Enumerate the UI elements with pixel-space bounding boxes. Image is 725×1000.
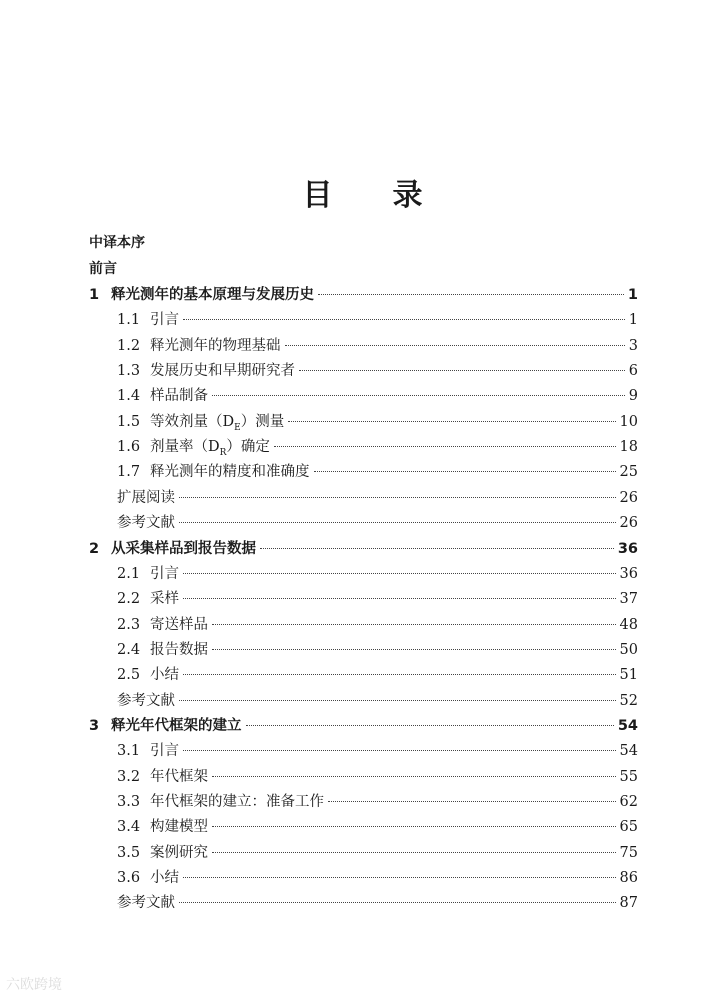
page-number: 9 — [628, 388, 638, 405]
entry-number: 2.5 — [117, 667, 141, 684]
section-entry — [117, 790, 638, 814]
dot-leader — [212, 623, 616, 625]
section-entry — [117, 815, 638, 839]
entry-title: 参考文献 — [117, 515, 175, 532]
title-char-2: 录 — [392, 178, 423, 213]
entry-title: 发展历史和早期研究者 — [150, 363, 295, 380]
dot-leader — [318, 293, 624, 295]
entry-title: 小结 — [150, 667, 179, 684]
toc-entry — [0, 384, 725, 408]
entry-number: 1.5 — [117, 413, 141, 430]
dot-leader — [179, 521, 616, 523]
dot-leader — [212, 648, 616, 650]
section-entry — [117, 866, 638, 890]
entry-title: 年代框架的建立：准备工作 — [150, 794, 324, 810]
chapter-entry — [89, 283, 638, 307]
entry-title: 剂量率$(D_R)$确定 — [150, 439, 270, 458]
section-entry — [117, 663, 638, 687]
dot-leader — [212, 775, 616, 777]
page-number: 1 — [628, 312, 638, 329]
toc-entry — [0, 866, 725, 890]
page-number: 36 — [617, 540, 638, 557]
section-entry — [117, 460, 638, 484]
toc-entry — [0, 537, 725, 561]
page-number: 55 — [619, 768, 638, 785]
page-number: 52 — [619, 692, 638, 709]
toc-entry — [0, 334, 725, 358]
entry-number: 1.7 — [117, 464, 141, 481]
toc-entry — [0, 486, 725, 510]
dot-leader — [179, 496, 616, 498]
entry-number: 1 — [89, 287, 100, 303]
entry-number: 3 — [89, 717, 100, 734]
dot-leader — [246, 724, 614, 726]
entry-number: 1.2 — [117, 337, 141, 354]
entry-number: 1.1 — [117, 312, 141, 329]
toc-entry — [0, 891, 725, 915]
entry-title: 年代框架 — [150, 768, 208, 785]
title-char-1: 目 — [302, 178, 333, 213]
page-number: 75 — [619, 844, 638, 861]
page-number: 10 — [619, 413, 638, 430]
page-number: 26 — [619, 515, 638, 532]
section-entry — [117, 334, 638, 358]
page-number: 3 — [628, 337, 638, 354]
dot-leader — [183, 318, 625, 320]
section-entry — [117, 359, 638, 383]
page-number: 51 — [619, 667, 638, 684]
toc-entry — [0, 663, 725, 687]
section-entry — [117, 765, 638, 789]
entry-title: 样品制备 — [150, 388, 208, 405]
dot-leader — [183, 597, 616, 599]
page-number: 18 — [619, 439, 638, 456]
toc-entry — [0, 308, 725, 332]
entry-number: 2.3 — [117, 616, 141, 633]
page-number: 48 — [619, 616, 638, 633]
entry-title: 引言 — [150, 565, 179, 582]
dot-leader — [328, 800, 616, 802]
entry-title: 扩展阅读 — [117, 489, 175, 506]
entry-title: 采样 — [150, 591, 179, 608]
entry-number: 1.3 — [117, 363, 141, 380]
entry-number: 1.4 — [117, 388, 141, 405]
subsection-entry — [117, 891, 638, 915]
page-number: 1 — [627, 287, 638, 303]
entry-title: 小结 — [150, 870, 179, 887]
toc-entry — [0, 460, 725, 484]
chapter-entry — [89, 714, 638, 738]
dot-leader — [179, 699, 616, 701]
watermark: 六欧跨境 — [6, 977, 62, 993]
page-number: 36 — [619, 565, 638, 582]
entry-title: 释光测年的物理基础 — [150, 337, 281, 354]
section-entry — [117, 587, 638, 611]
toc-entry — [0, 689, 725, 713]
entry-title: 参考文献 — [117, 692, 175, 709]
toc-entry — [0, 739, 725, 763]
section-entry — [117, 841, 638, 865]
page-number: 86 — [619, 870, 638, 887]
toc-entry — [0, 562, 725, 586]
entry-number: 2.4 — [117, 641, 141, 658]
subsection-entry — [117, 689, 638, 713]
page-number: 50 — [619, 641, 638, 658]
dot-leader — [212, 825, 616, 827]
page-number: 37 — [619, 591, 638, 608]
entry-number: 3.6 — [117, 870, 141, 887]
dot-leader — [183, 572, 616, 574]
toc-entry — [0, 714, 725, 738]
dot-leader — [285, 344, 625, 346]
page-number: 87 — [619, 895, 638, 912]
entry-number: 1.6 — [117, 439, 141, 456]
toc-front-matter-item — [0, 231, 725, 255]
toc-entry — [0, 511, 725, 535]
toc-entry — [0, 587, 725, 611]
dot-leader — [179, 901, 616, 903]
toc-entry — [0, 841, 725, 865]
dot-leader — [314, 470, 616, 472]
entry-number: 2 — [89, 540, 100, 557]
dot-leader — [183, 673, 616, 675]
chapter-entry — [89, 537, 638, 561]
section-entry — [117, 613, 638, 637]
dot-leader — [288, 420, 615, 422]
entry-title: 释光年代框架的建立 — [111, 717, 242, 734]
toc-entry — [0, 410, 725, 434]
toc-entry — [0, 359, 725, 383]
entry-title: 案例研究 — [150, 844, 208, 861]
toc-entry — [0, 815, 725, 839]
section-entry — [117, 562, 638, 586]
page-number: 54 — [619, 743, 638, 760]
subsection-entry — [117, 486, 638, 510]
page-number: 6 — [628, 363, 638, 380]
dot-leader — [274, 445, 616, 447]
entry-number: 3.3 — [117, 794, 141, 810]
page-number: 26 — [619, 489, 638, 506]
subsection-entry — [117, 511, 638, 535]
dot-leader — [183, 876, 616, 878]
dot-leader — [299, 369, 625, 371]
entry-number: 3.2 — [117, 768, 141, 785]
page-title — [0, 170, 725, 214]
dot-leader — [212, 851, 616, 853]
entry-title: 释光测年的精度和准确度 — [150, 464, 310, 481]
entry-title: 构建模型 — [150, 819, 208, 836]
entry-title: 从采集样品到报告数据 — [111, 540, 256, 557]
entry-title: 引言 — [150, 743, 179, 760]
toc-entry — [0, 765, 725, 789]
entry-title: 释光测年的基本原理与发展历史 — [111, 287, 314, 303]
entry-title: 等效剂量$(D_E)$测量 — [150, 413, 285, 433]
dot-leader — [212, 394, 625, 396]
dot-leader — [183, 749, 616, 751]
entry-title: 参考文献 — [117, 895, 175, 912]
toc-entry — [0, 613, 725, 637]
toc-entry — [0, 790, 725, 814]
front-matter-label: 中译本序 — [89, 235, 145, 251]
section-entry — [117, 384, 638, 408]
toc-front-matter-item — [0, 257, 725, 281]
entry-title: 寄送样品 — [150, 616, 208, 633]
entry-number: 2.1 — [117, 565, 141, 582]
entry-number: 3.1 — [117, 743, 141, 760]
toc-entry — [0, 435, 725, 459]
page-number: 54 — [617, 717, 638, 734]
section-entry — [117, 739, 638, 763]
page-number: 25 — [619, 464, 638, 481]
entry-title: 引言 — [150, 312, 179, 329]
entry-number: 2.2 — [117, 591, 141, 608]
page-number: 62 — [619, 794, 638, 810]
dot-leader — [260, 547, 614, 549]
front-matter-label: 前言 — [89, 261, 117, 277]
section-entry — [117, 638, 638, 662]
entry-number: 3.4 — [117, 819, 141, 836]
section-entry — [117, 308, 638, 332]
entry-number: 3.5 — [117, 844, 141, 861]
toc-entry — [0, 283, 725, 307]
entry-title: 报告数据 — [150, 641, 208, 658]
page-number: 65 — [619, 819, 638, 836]
toc-entry — [0, 638, 725, 662]
